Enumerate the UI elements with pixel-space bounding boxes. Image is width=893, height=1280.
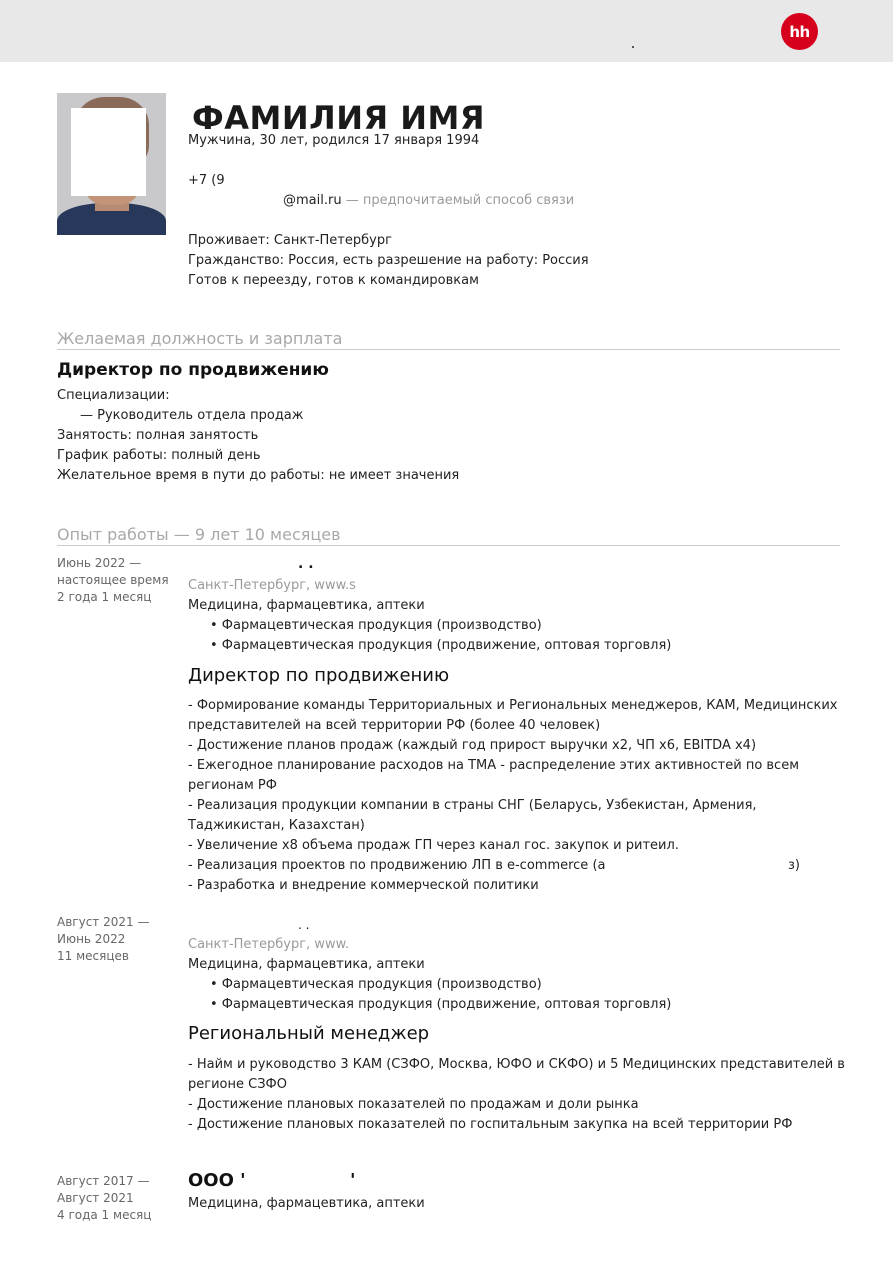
desired-position: Директор по продвижению xyxy=(57,360,329,380)
job-duty-tail: з) xyxy=(788,858,800,873)
job-duty: - Реализация проектов по продвижению ЛП в e-commerce (а xyxy=(188,858,606,873)
job-duty: - Увеличение x8 объема продаж ГП через канал гос. закупок и ритеил. xyxy=(188,838,679,853)
email-note: — предпочитаемый способ связи xyxy=(345,193,575,208)
person-residence: Проживает: Санкт-Петербург xyxy=(188,233,392,248)
job-industry: Медицина, фармацевтика, аптеки xyxy=(188,957,425,972)
job-date-end: настоящее время xyxy=(57,573,169,587)
job-duration: 2 года 1 месяц xyxy=(57,590,152,604)
industry-item: • Фармацевтическая продукция (продвижение, оптовая торговля) xyxy=(210,997,672,1012)
company-name: ООО ' xyxy=(188,1170,246,1191)
company-name-tail: ' xyxy=(350,1170,356,1191)
section-divider xyxy=(57,349,840,350)
person-info: Мужчина, 30 лет, родился 17 января 1994 xyxy=(188,133,480,148)
job-duty: - Реализация продукции компании в страны СНГ (Беларусь, Узбекистан, Армения, xyxy=(188,798,757,813)
job-date-start: Август 2017 — xyxy=(57,1174,150,1188)
job-duty: - Найм и руководство 3 КАМ (СЗФО, Москва, ЮФО и СКФО) и 5 Медицинских представителей в xyxy=(188,1057,845,1072)
job-duty: регионе СЗФО xyxy=(188,1077,287,1092)
job-duty: - Разработка и внедрение коммерческой политики xyxy=(188,878,539,893)
job-duty: Таджикистан, Казахстан) xyxy=(188,818,365,833)
job-location: Санкт-Петербург, www.s xyxy=(188,578,356,593)
person-email[interactable]: @mail.ru xyxy=(283,193,342,208)
job-duty: - Достижение плановых показателей по продажам и доли рынка xyxy=(188,1097,639,1112)
section-divider xyxy=(57,545,840,546)
industry-item: • Фармацевтическая продукция (производство) xyxy=(210,977,542,992)
profile-photo xyxy=(57,93,166,235)
company-marker: . . xyxy=(298,556,314,572)
job-duty: - Ежегодное планирование расходов на ТМА - распределение этих активностей по всем xyxy=(188,758,800,773)
job-duty: представителей на всей территории РФ (более 40 человек) xyxy=(188,718,601,733)
schedule: График работы: полный день xyxy=(57,448,261,463)
job-industry: Медицина, фармацевтика, аптеки xyxy=(188,598,425,613)
job-duration: 11 месяцев xyxy=(57,949,129,963)
commute: Желательное время в пути до работы: не имеет значения xyxy=(57,468,460,483)
job-date-end: Июнь 2022 xyxy=(57,932,126,946)
job-date-start: Июнь 2022 — xyxy=(57,556,142,570)
contact-email-row xyxy=(283,193,574,208)
top-bar xyxy=(0,0,893,62)
job-duration: 4 года 1 месяц xyxy=(57,1208,152,1222)
person-relocation: Готов к переезду, готов к командировкам xyxy=(188,273,479,288)
photo-privacy-mask xyxy=(71,108,146,196)
job-title: Директор по продвижению xyxy=(188,665,450,686)
job-duty: - Формирование команды Территориальных и Региональных менеджеров, КАМ, Медицинских xyxy=(188,698,838,713)
job-location: Санкт-Петербург, www. xyxy=(188,937,350,952)
employment: Занятость: полная занятость xyxy=(57,428,259,443)
person-phone: +7 (9 xyxy=(188,173,225,188)
specialization-item: — Руководитель отдела продаж xyxy=(80,408,304,423)
person-citizenship: Гражданство: Россия, есть разрешение на работу: Россия xyxy=(188,253,589,268)
desired-section-title: Желаемая должность и зарплата xyxy=(57,329,343,348)
industry-item: • Фармацевтическая продукция (продвижение, оптовая торговля) xyxy=(210,638,672,653)
job-date-end: Август 2021 xyxy=(57,1191,134,1205)
job-duty: - Достижение плановых показателей по госпитальным закупка на всей территории РФ xyxy=(188,1117,793,1132)
specializations-label: Специализации: xyxy=(57,388,170,403)
job-date-start: Август 2021 — xyxy=(57,915,150,929)
dot-mark xyxy=(632,46,634,48)
hh-logo[interactable]: hh xyxy=(781,13,818,50)
job-industry: Медицина, фармацевтика, аптеки xyxy=(188,1196,425,1211)
job-duty: - Достижение планов продаж (каждый год прирост выручки x2, ЧП x6, EBITDA x4) xyxy=(188,738,757,753)
industry-item: • Фармацевтическая продукция (производство) xyxy=(210,618,542,633)
experience-section-title: Опыт работы — 9 лет 10 месяцев xyxy=(57,525,341,544)
person-name: ФАМИЛИЯ ИМЯ xyxy=(192,99,486,137)
company-marker: . . xyxy=(298,918,310,932)
job-title: Региональный менеджер xyxy=(188,1023,430,1044)
job-duty: регионам РФ xyxy=(188,778,277,793)
